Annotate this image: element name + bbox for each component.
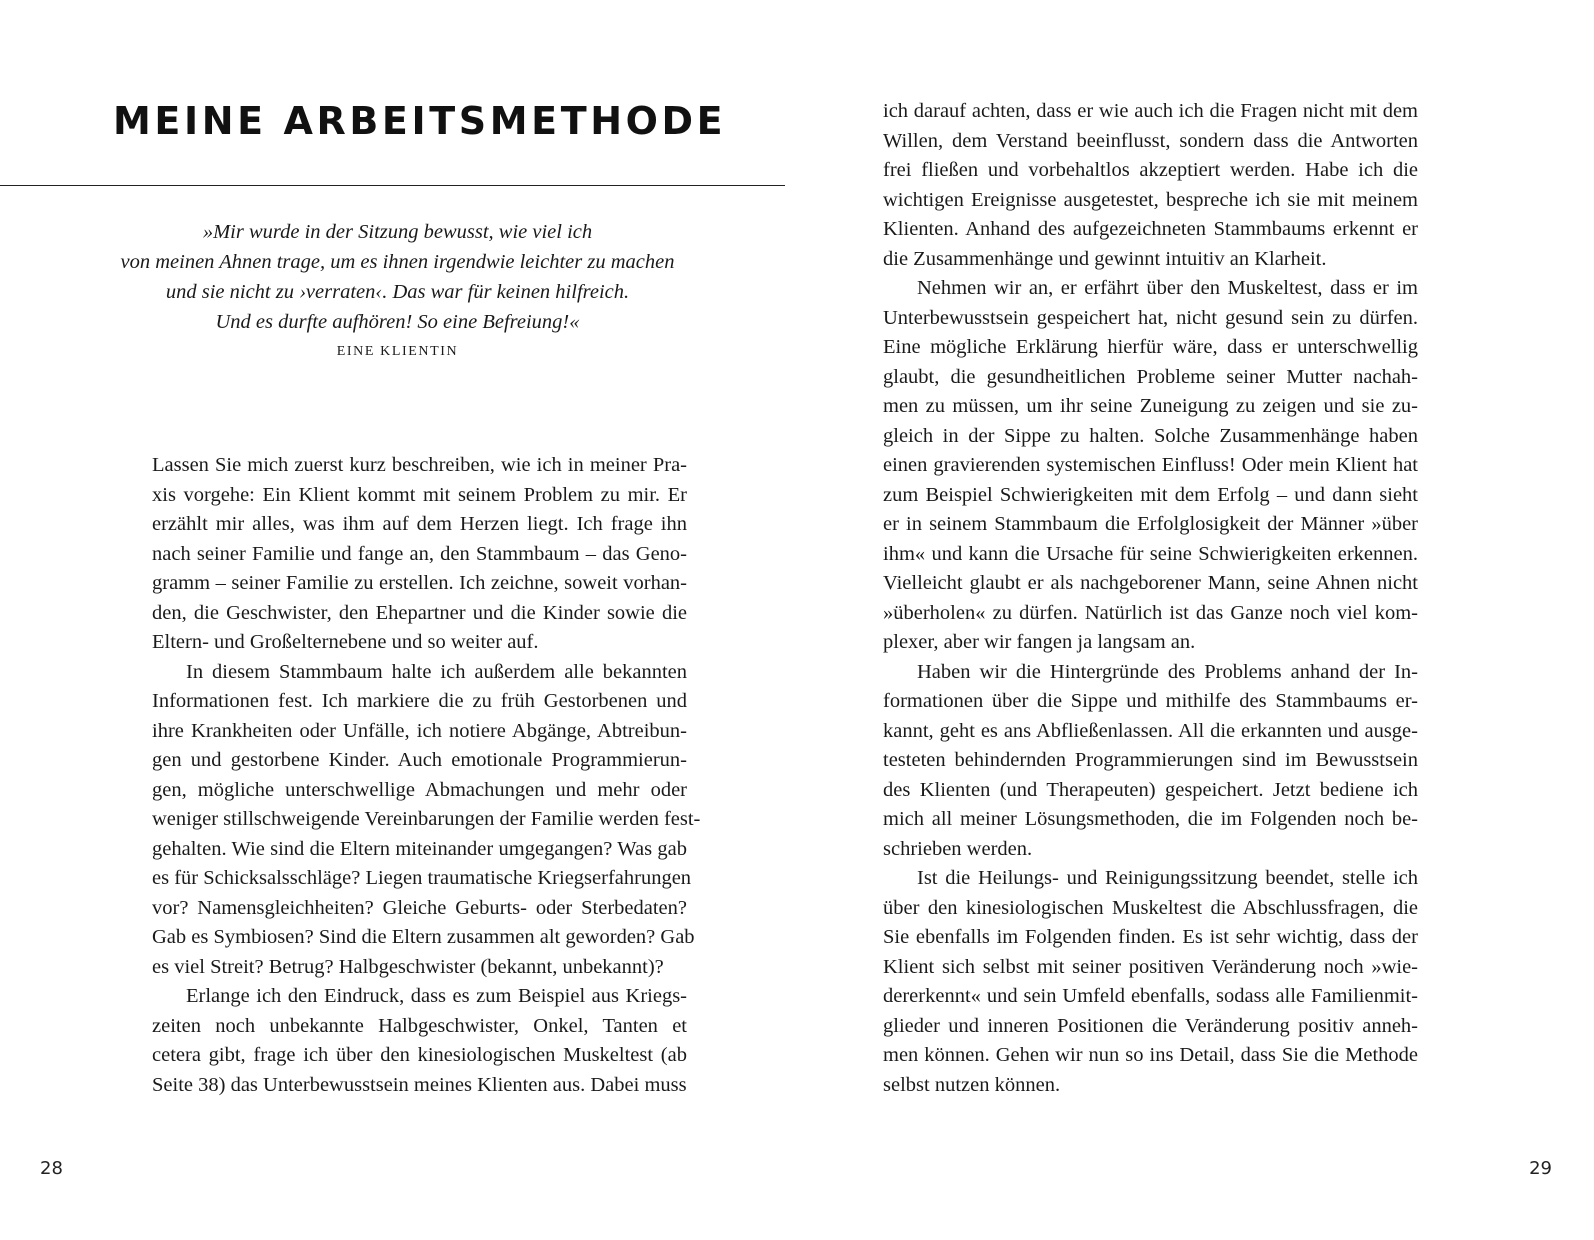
text-line: zum Beispiel Schwierigkeiten mit dem Erfolg – und dann sieht [883, 483, 1418, 506]
paragraph [883, 658, 1418, 865]
title-divider [0, 185, 785, 186]
text-line: es für Schicksalsschläge? Liegen traumatische Kriegserfahrungen [152, 867, 692, 889]
text-line: kannt, geht es ans Abfließenlassen. All die erkannten und ausge- [883, 719, 1418, 742]
text-line: des Klienten (und Therapeuten) gespeichert. Jetzt bediene ich [883, 778, 1418, 801]
right-page [797, 0, 1594, 1240]
text-line: erzählt mir alles, was ihm auf dem Herzen liegt. Ich frage ihn [152, 513, 687, 535]
text-line: zeiten noch unbekannte Halbgeschwister, Onkel, Tanten et [152, 1014, 687, 1037]
text-line: einen gravierenden systemischen Einfluss! Oder mein Klient hat [883, 454, 1418, 476]
text-line: Gab es Symbiosen? Sind die Eltern zusammen alt geworden? Gab [152, 926, 695, 948]
text-line: gramm – seiner Familie zu erstellen. Ich zeichne, soweit vorhan- [152, 572, 687, 594]
text-line: Vielleicht glaubt er als nachgeborener Mann, seine Ahnen nicht [883, 572, 1418, 594]
text-line: schrieben werden. [883, 837, 1033, 860]
quote-attribution: EINE KLIENTIN [336, 344, 459, 359]
text-line: er in seinem Stammbaum die Erfolglosigkeit der Männer »über [883, 513, 1418, 535]
text-line: Haben wir die Hintergründe des Problems anhand der In- [917, 660, 1418, 683]
text-line: plexer, aber wir fangen ja langsam an. [883, 631, 1196, 653]
text-line: Nehmen wir an, er erfährt über den Muskeltest, dass er im [917, 277, 1418, 299]
paragraph [883, 274, 1418, 658]
text-line: nach seiner Familie und fange an, den Stammbaum – das Geno- [152, 542, 687, 565]
text-line: frei fließen und vorbehaltlos akzeptiert werden. Habe ich die [883, 159, 1418, 181]
text-line: gen, mögliche unterschwellige Abmachungen und mehr oder [152, 778, 687, 801]
quote-line: und sie nicht zu ›verraten‹. Das war für keinen hilfreich. [165, 281, 630, 303]
text-line: Informationen fest. Ich markiere die zu früh Gestorbenen und [152, 690, 687, 712]
text-line: gleich in der Sippe zu halten. Solche Zusammenhänge haben [883, 424, 1418, 447]
text-line: Lassen Sie mich zuerst kurz beschreiben, wie ich in meiner Pra- [152, 454, 687, 476]
text-line: über den kinesiologischen Muskeltest die Abschlussfragen, die [883, 896, 1418, 919]
quote-line: Und es durfte aufhören! So eine Befreiung!« [215, 311, 580, 333]
text-line: Eltern- und Großelternebene und so weiter auf. [152, 631, 539, 653]
body-text-right [883, 97, 1418, 1100]
quote-line: »Mir wurde in der Sitzung bewusst, wie viel ich [202, 221, 593, 243]
text-line: men zu müssen, um ihr seine Zuneigung zu zeigen und sie zu- [883, 395, 1418, 417]
text-line: men können. Gehen wir nun so ins Detail, dass Sie die Methode [883, 1044, 1418, 1066]
epigraph-quote [110, 217, 685, 362]
text-line: cetera gibt, frage ich über den kinesiologischen Muskeltest (ab [152, 1044, 687, 1066]
text-line: Willen, dem Verstand beeinflusst, sondern dass die Antworten [883, 129, 1418, 152]
text-line: ich darauf achten, dass er wie auch ich die Fragen nicht mit dem [883, 100, 1418, 122]
quote-line: von meinen Ahnen trage, um es ihnen irgendwie leichter zu machen [120, 251, 675, 273]
text-line: gehalten. Wie sind die Eltern miteinander umgegangen? Was gab [152, 837, 687, 860]
text-line: In diesem Stammbaum halte ich außerdem alle bekannten [186, 660, 687, 683]
text-line: selbst nutzen können. [883, 1073, 1061, 1096]
page-number: 28 [40, 1158, 63, 1179]
text-line: Sie ebenfalls im Folgenden finden. Es ist sehr wichtig, dass der [883, 926, 1418, 948]
paragraph [152, 451, 687, 658]
text-line: testeten behindernden Programmierungen sind im Bewusstsein [883, 749, 1418, 771]
text-line: die Zusammenhänge und gewinnt intuitiv an Klarheit. [883, 247, 1327, 270]
text-line: xis vorgehe: Ein Klient kommt mit seinem Problem zu mir. Er [152, 483, 687, 506]
chapter-title: MEINE ARBEITSMETHODE [113, 99, 727, 143]
text-line: vor? Namensgleichheiten? Gleiche Geburts- oder Sterbedaten? [152, 896, 687, 919]
paragraph [152, 658, 701, 983]
text-line: es viel Streit? Betrug? Halbgeschwister (bekannt, unbekannt)? [152, 955, 664, 978]
text-line: ihm« und kann die Ursache für seine Schwierigkeiten erkennen. [883, 542, 1418, 565]
text-line: weniger stillschweigende Vereinbarungen der Familie werden fest- [152, 808, 701, 830]
text-line: Erlange ich den Eindruck, dass es zum Beispiel aus Kriegs- [186, 985, 687, 1007]
paragraph [883, 97, 1418, 274]
body-text-left [152, 451, 701, 1100]
paragraph [883, 864, 1418, 1100]
text-line: mich all meiner Lösungsmethoden, die im Folgenden noch be- [883, 808, 1418, 830]
text-line: den, die Geschwister, den Ehepartner und die Kinder sowie die [152, 601, 687, 624]
text-line: Seite 38) das Unterbewusstsein meines Klienten aus. Dabei muss [152, 1073, 687, 1096]
text-line: ihre Krankheiten oder Unfälle, ich notiere Abgänge, Abtreibun- [152, 719, 687, 742]
text-line: formationen über die Sippe und mithilfe des Stammbaums er- [883, 690, 1418, 712]
text-line: »überholen« zu dürfen. Natürlich ist das Ganze noch viel kom- [883, 601, 1418, 624]
text-line: Eine mögliche Erklärung hierfür wäre, dass er unterschwellig [883, 336, 1418, 358]
page-number: 29 [1529, 1158, 1552, 1179]
text-line: gen und gestorbene Kinder. Auch emotionale Programmierun- [152, 749, 687, 771]
text-line: glieder und inneren Positionen die Veränderung positiv anneh- [883, 1014, 1418, 1037]
text-line: Klient sich selbst mit seiner positiven Veränderung noch »wie- [883, 955, 1418, 978]
text-line: Ist die Heilungs- und Reinigungssitzung beendet, stelle ich [917, 867, 1418, 889]
text-line: glaubt, die gesundheitlichen Probleme seiner Mutter nachah- [883, 365, 1418, 388]
text-line: dererkennt« und sein Umfeld ebenfalls, sodass alle Familienmit- [883, 985, 1418, 1007]
text-line: Klienten. Anhand des aufgezeichneten Stammbaums erkennt er [883, 218, 1418, 240]
text-line: wichtigen Ereignisse ausgetestet, bespreche ich sie mit meinem [883, 188, 1418, 211]
text-line: Unterbewusstsein gespeichert hat, nicht gesund sein zu dürfen. [883, 306, 1418, 329]
paragraph [152, 982, 687, 1100]
